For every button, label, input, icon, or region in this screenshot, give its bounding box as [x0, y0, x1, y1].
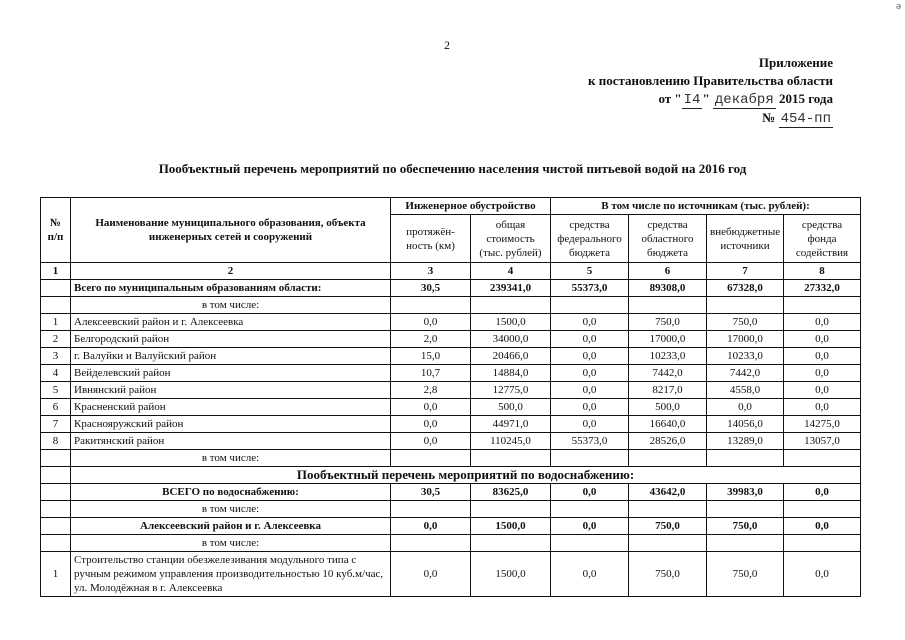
district-name: Вейделевский район — [71, 365, 391, 382]
total-offbudget: 67328,0 — [707, 280, 784, 297]
alekseevka-length: 0,0 — [391, 518, 471, 535]
including-label: в том числе: — [71, 450, 391, 467]
district-cost: 500,0 — [471, 399, 551, 416]
water-total-cost: 83625,0 — [471, 484, 551, 501]
district-fund: 0,0 — [784, 382, 861, 399]
water-total-regional: 43642,0 — [629, 484, 707, 501]
district-cost: 20466,0 — [471, 348, 551, 365]
district-regional: 10233,0 — [629, 348, 707, 365]
district-name: Алексеевский район и г. Алексеевка — [71, 314, 391, 331]
header-engineering: Инженерное обустройство — [391, 198, 551, 215]
district-num: 8 — [41, 433, 71, 450]
alekseevka-fund: 0,0 — [784, 518, 861, 535]
district-cost: 12775,0 — [471, 382, 551, 399]
document-title: Пообъектный перечень мероприятий по обеспечению населения чистой питьевой водой на 2016 год — [158, 161, 747, 176]
district-name: Ивнянский район — [71, 382, 391, 399]
district-num: 3 — [41, 348, 71, 365]
district-length: 0,0 — [391, 399, 471, 416]
col-number: 4 — [471, 263, 551, 280]
water-total-length: 30,5 — [391, 484, 471, 501]
district-name: г. Валуйки и Валуйский район — [71, 348, 391, 365]
col-number: 3 — [391, 263, 471, 280]
including-row — [41, 501, 861, 518]
appendix-number — [588, 109, 833, 128]
date-prefix: от " — [658, 91, 682, 106]
district-num: 2 — [41, 331, 71, 348]
header-length: протяжён-ность (км) — [391, 215, 471, 263]
header-name: Наименование муниципального образования, объекта инженерных сетей и сооружений — [71, 198, 391, 263]
district-federal: 0,0 — [551, 416, 629, 433]
including-row — [41, 297, 861, 314]
district-regional: 500,0 — [629, 399, 707, 416]
water-total-fund: 0,0 — [784, 484, 861, 501]
district-row — [41, 314, 861, 331]
alekseevka-offbudget: 750,0 — [707, 518, 784, 535]
district-federal: 0,0 — [551, 314, 629, 331]
total-cost: 239341,0 — [471, 280, 551, 297]
district-length: 0,0 — [391, 433, 471, 450]
district-name: Красненский район — [71, 399, 391, 416]
district-num: 5 — [41, 382, 71, 399]
col-number: 2 — [71, 263, 391, 280]
including-label: в том числе: — [71, 501, 391, 518]
header-num: № п/п — [41, 198, 71, 263]
col-number: 5 — [551, 263, 629, 280]
appendix-block — [588, 54, 833, 128]
district-fund: 0,0 — [784, 331, 861, 348]
project-row — [41, 552, 861, 597]
appendix-title: Приложение — [758, 55, 833, 70]
district-row — [41, 416, 861, 433]
project-num: 1 — [41, 552, 71, 597]
district-name: Краснояружский район — [71, 416, 391, 433]
district-offbudget: 17000,0 — [707, 331, 784, 348]
district-fund: 0,0 — [784, 365, 861, 382]
district-row — [41, 331, 861, 348]
total-length: 30,5 — [391, 280, 471, 297]
total-num — [41, 280, 71, 297]
district-federal: 0,0 — [551, 331, 629, 348]
district-regional: 16640,0 — [629, 416, 707, 433]
district-regional: 7442,0 — [629, 365, 707, 382]
district-num: 7 — [41, 416, 71, 433]
col-number: 6 — [629, 263, 707, 280]
district-row — [41, 433, 861, 450]
district-length: 2,0 — [391, 331, 471, 348]
district-length: 0,0 — [391, 416, 471, 433]
district-name: Ракитянский район — [71, 433, 391, 450]
project-regional: 750,0 — [629, 552, 707, 597]
total-fund: 27332,0 — [784, 280, 861, 297]
including-label: в том числе: — [71, 297, 391, 314]
total-row — [41, 280, 861, 297]
header-row-1 — [41, 198, 861, 215]
project-cost: 1500,0 — [471, 552, 551, 597]
district-cost: 110245,0 — [471, 433, 551, 450]
district-offbudget: 4558,0 — [707, 382, 784, 399]
alekseevka-name: Алексеевский район и г. Алексеевка — [71, 518, 391, 535]
appendix-reference: к постановлению Правительства области — [587, 73, 833, 88]
project-federal: 0,0 — [551, 552, 629, 597]
district-length: 10,7 — [391, 365, 471, 382]
col-number: 1 — [41, 263, 71, 280]
header-sources: В том числе по источникам (тыс. рублей): — [551, 198, 861, 215]
district-fund: 14275,0 — [784, 416, 861, 433]
district-regional: 750,0 — [629, 314, 707, 331]
district-rows — [41, 314, 861, 450]
header-fund: средства фонда содействия — [784, 215, 861, 263]
header-federal: средства федерального бюджета — [551, 215, 629, 263]
district-row — [41, 365, 861, 382]
date-mid: " — [702, 91, 710, 106]
col-number: 7 — [707, 263, 784, 280]
district-cost: 14884,0 — [471, 365, 551, 382]
alekseevka-cost: 1500,0 — [471, 518, 551, 535]
district-fund: 0,0 — [784, 348, 861, 365]
including-label: в том числе: — [71, 535, 391, 552]
district-name: Белгородский район — [71, 331, 391, 348]
project-offbudget: 750,0 — [707, 552, 784, 597]
project-fund: 0,0 — [784, 552, 861, 597]
water-total-row — [41, 484, 861, 501]
district-fund: 0,0 — [784, 399, 861, 416]
district-regional: 28526,0 — [629, 433, 707, 450]
water-total-name: ВСЕГО по водоснабжению: — [71, 484, 391, 501]
header-cost: общая стоимость (тыс. рублей) — [471, 215, 551, 263]
district-federal: 0,0 — [551, 399, 629, 416]
district-cost: 34000,0 — [471, 331, 551, 348]
corner-mark: ə — [896, 0, 901, 12]
col-number: 8 — [784, 263, 861, 280]
project-length: 0,0 — [391, 552, 471, 597]
number-value: 454-пп — [780, 111, 831, 127]
district-regional: 17000,0 — [629, 331, 707, 348]
page-number: 2 — [444, 38, 450, 52]
district-fund: 13057,0 — [784, 433, 861, 450]
district-federal: 0,0 — [551, 382, 629, 399]
date-year: 2015 года — [778, 91, 833, 106]
number-prefix: № — [762, 110, 776, 125]
date-month: декабря — [714, 92, 774, 108]
appendix-date — [588, 90, 833, 109]
district-cost: 1500,0 — [471, 314, 551, 331]
alekseevka-federal: 0,0 — [551, 518, 629, 535]
date-day: I4 — [683, 92, 701, 108]
district-fund: 0,0 — [784, 314, 861, 331]
water-total-offbudget: 39983,0 — [707, 484, 784, 501]
header-regional: средства областного бюджета — [629, 215, 707, 263]
district-offbudget: 10233,0 — [707, 348, 784, 365]
district-row — [41, 348, 861, 365]
district-offbudget: 14056,0 — [707, 416, 784, 433]
district-num: 1 — [41, 314, 71, 331]
total-name: Всего по муниципальным образованиям области: — [71, 280, 391, 297]
district-federal: 55373,0 — [551, 433, 629, 450]
district-row — [41, 382, 861, 399]
district-length: 0,0 — [391, 314, 471, 331]
section-title: Пообъектный перечень мероприятий по водоснабжению: — [71, 467, 861, 484]
total-federal: 55373,0 — [551, 280, 629, 297]
district-offbudget: 750,0 — [707, 314, 784, 331]
district-row — [41, 399, 861, 416]
alekseevka-regional: 750,0 — [629, 518, 707, 535]
including-row — [41, 535, 861, 552]
measures-table — [40, 197, 861, 597]
alekseevka-row — [41, 518, 861, 535]
district-regional: 8217,0 — [629, 382, 707, 399]
district-num: 4 — [41, 365, 71, 382]
district-federal: 0,0 — [551, 365, 629, 382]
district-length: 2,8 — [391, 382, 471, 399]
district-num: 6 — [41, 399, 71, 416]
column-numbers-row — [41, 263, 861, 280]
district-offbudget: 0,0 — [707, 399, 784, 416]
header-offbudget: внебюджетные источники — [707, 215, 784, 263]
project-name: Строительство станции обезжелезивания модульного типа с ручным режимом управления производительностью 10 куб.м/час, ул. Молодёжная в г. Алексеевка — [71, 552, 391, 597]
district-length: 15,0 — [391, 348, 471, 365]
district-cost: 44971,0 — [471, 416, 551, 433]
district-offbudget: 13289,0 — [707, 433, 784, 450]
including-row — [41, 450, 861, 467]
section-title-row — [41, 467, 861, 484]
total-regional: 89308,0 — [629, 280, 707, 297]
water-total-federal: 0,0 — [551, 484, 629, 501]
district-offbudget: 7442,0 — [707, 365, 784, 382]
district-federal: 0,0 — [551, 348, 629, 365]
